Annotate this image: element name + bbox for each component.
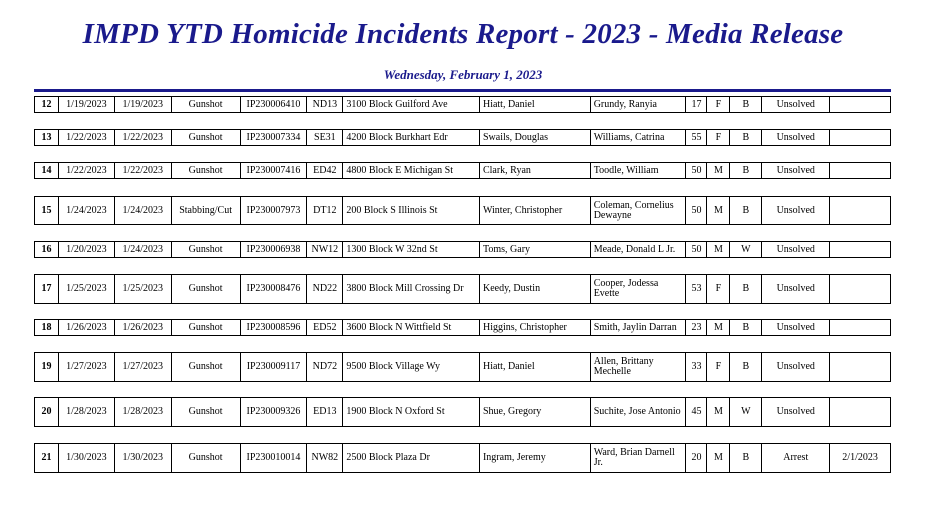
incident-number: IP230009326 [241,398,308,426]
sex: M [707,444,730,472]
district: ED52 [307,320,343,335]
case-status: Arrest [762,444,830,472]
cause: Gunshot [172,353,241,381]
victim: Cooper, Jodessa Evette [591,275,687,303]
district: SE31 [307,130,343,145]
victim: Toodle, William [591,163,687,178]
race: B [730,97,762,112]
race: B [730,444,762,472]
incident-number: IP230010014 [241,444,308,472]
incident-date: 1/28/2023 [59,398,115,426]
death-date: 1/28/2023 [115,398,172,426]
detective: Hiatt, Daniel [480,353,591,381]
age: 33 [686,353,707,381]
report-title: IMPD YTD Homicide Incidents Report - 2023 - Media Release [82,18,844,50]
incident-date: 1/20/2023 [59,242,115,257]
age: 50 [686,163,707,178]
incident-number: IP230007973 [241,197,308,224]
case-status: Unsolved [762,320,830,335]
location: 4200 Block Burkhart Edr [343,130,480,145]
location: 1300 Block W 32nd St [343,242,480,257]
district: ND72 [307,353,343,381]
case-number: 15 [35,197,59,224]
age: 20 [686,444,707,472]
incident-date: 1/22/2023 [59,130,115,145]
status-date [830,398,890,426]
victim: Ward, Brian Darnell Jr. [591,444,687,472]
death-date: 1/19/2023 [115,97,172,112]
sex: F [707,275,730,303]
case-number: 17 [35,275,59,303]
location: 2500 Block Plaza Dr [343,444,480,472]
death-date: 1/22/2023 [115,130,172,145]
status-date [830,353,890,381]
cause: Gunshot [172,444,241,472]
incident-date: 1/26/2023 [59,320,115,335]
sex: F [707,97,730,112]
case-number: 14 [35,163,59,178]
incident-date: 1/30/2023 [59,444,115,472]
status-date [830,163,890,178]
district: ND13 [307,97,343,112]
detective: Ingram, Jeremy [480,444,591,472]
detective: Clark, Ryan [480,163,591,178]
location: 3600 Block N Wittfield St [343,320,480,335]
case-status: Unsolved [762,97,830,112]
location: 3800 Block Mill Crossing Dr [343,275,480,303]
detective: Keedy, Dustin [480,275,591,303]
location: 200 Block S Illinois St [343,197,480,224]
incident-number: IP230006938 [241,242,308,257]
cause: Gunshot [172,242,241,257]
cause: Gunshot [172,163,241,178]
age: 23 [686,320,707,335]
location: 9500 Block Village Wy [343,353,480,381]
incident-number: IP230007416 [241,163,308,178]
death-date: 1/27/2023 [115,353,172,381]
case-status: Unsolved [762,398,830,426]
sex: M [707,320,730,335]
sex: F [707,353,730,381]
age: 45 [686,398,707,426]
cause: Gunshot [172,320,241,335]
incident-number: IP230007334 [241,130,308,145]
status-date [830,197,890,224]
case-status: Unsolved [762,130,830,145]
case-status: Unsolved [762,353,830,381]
victim: Grundy, Ranyia [591,97,687,112]
table-row [34,443,891,473]
case-number: 19 [35,353,59,381]
status-date [830,275,890,303]
detective: Higgins, Christopher [480,320,591,335]
table-row [34,319,891,336]
incident-number: IP230008596 [241,320,308,335]
victim: Smith, Jaylin Darran [591,320,687,335]
table-row [34,241,891,258]
table-row [34,196,891,225]
case-number: 13 [35,130,59,145]
table-row [34,129,891,146]
sex: M [707,398,730,426]
header-divider [34,89,891,92]
location: 4800 Block E Michigan St [343,163,480,178]
status-date [830,320,890,335]
age: 50 [686,242,707,257]
case-status: Unsolved [762,197,830,224]
sex: F [707,130,730,145]
location: 3100 Block Guilford Ave [343,97,480,112]
table-row [34,352,891,382]
district: ED13 [307,398,343,426]
status-date [830,242,890,257]
death-date: 1/22/2023 [115,163,172,178]
table-row [34,162,891,179]
race: B [730,353,762,381]
victim: Suchite, Jose Antonio [591,398,687,426]
detective: Toms, Gary [480,242,591,257]
victim: Meade, Donald L Jr. [591,242,687,257]
detective: Shue, Gregory [480,398,591,426]
district: NW82 [307,444,343,472]
victim: Coleman, Cornelius Dewayne [591,197,687,224]
incident-date: 1/27/2023 [59,353,115,381]
district: ND22 [307,275,343,303]
case-number: 21 [35,444,59,472]
table-row [34,274,891,304]
race: W [730,398,762,426]
report-date: Wednesday, February 1, 2023 [383,67,543,82]
district: ED42 [307,163,343,178]
case-number: 20 [35,398,59,426]
case-number: 12 [35,97,59,112]
table-row [34,397,891,427]
death-date: 1/24/2023 [115,242,172,257]
status-date: 2/1/2023 [842,452,878,463]
incident-date: 1/22/2023 [59,163,115,178]
detective: Hiatt, Daniel [480,97,591,112]
race: B [730,197,762,224]
incident-number: IP230006410 [241,97,308,112]
cause: Stabbing/Cut [172,197,241,224]
status-date [830,130,890,145]
case-number: 18 [35,320,59,335]
age: 53 [686,275,707,303]
detective: Swails, Douglas [480,130,591,145]
incident-number: IP230009117 [241,353,308,381]
sex: M [707,197,730,224]
cause: Gunshot [172,398,241,426]
age: 17 [686,97,707,112]
age: 55 [686,130,707,145]
age: 50 [686,197,707,224]
status-date [830,97,890,112]
case-status: Unsolved [762,163,830,178]
district: NW12 [307,242,343,257]
race: B [730,163,762,178]
sex: M [707,163,730,178]
race: B [730,275,762,303]
incident-date: 1/25/2023 [59,275,115,303]
district: DT12 [307,197,343,224]
death-date: 1/25/2023 [115,275,172,303]
race: B [730,320,762,335]
incident-number: IP230008476 [241,275,308,303]
incident-date: 1/19/2023 [59,97,115,112]
race: W [730,242,762,257]
incident-date: 1/24/2023 [59,197,115,224]
location: 1900 Block N Oxford St [343,398,480,426]
cause: Gunshot [172,97,241,112]
death-date: 1/30/2023 [115,444,172,472]
victim: Allen, Brittany Mechelle [591,353,687,381]
cause: Gunshot [172,130,241,145]
race: B [730,130,762,145]
detective: Winter, Christopher [480,197,591,224]
death-date: 1/26/2023 [115,320,172,335]
sex: M [707,242,730,257]
death-date: 1/24/2023 [115,197,172,224]
victim: Williams, Catrina [591,130,687,145]
cause: Gunshot [172,275,241,303]
case-status: Unsolved [762,275,830,303]
table-row [34,96,891,113]
case-number: 16 [35,242,59,257]
case-status: Unsolved [762,242,830,257]
